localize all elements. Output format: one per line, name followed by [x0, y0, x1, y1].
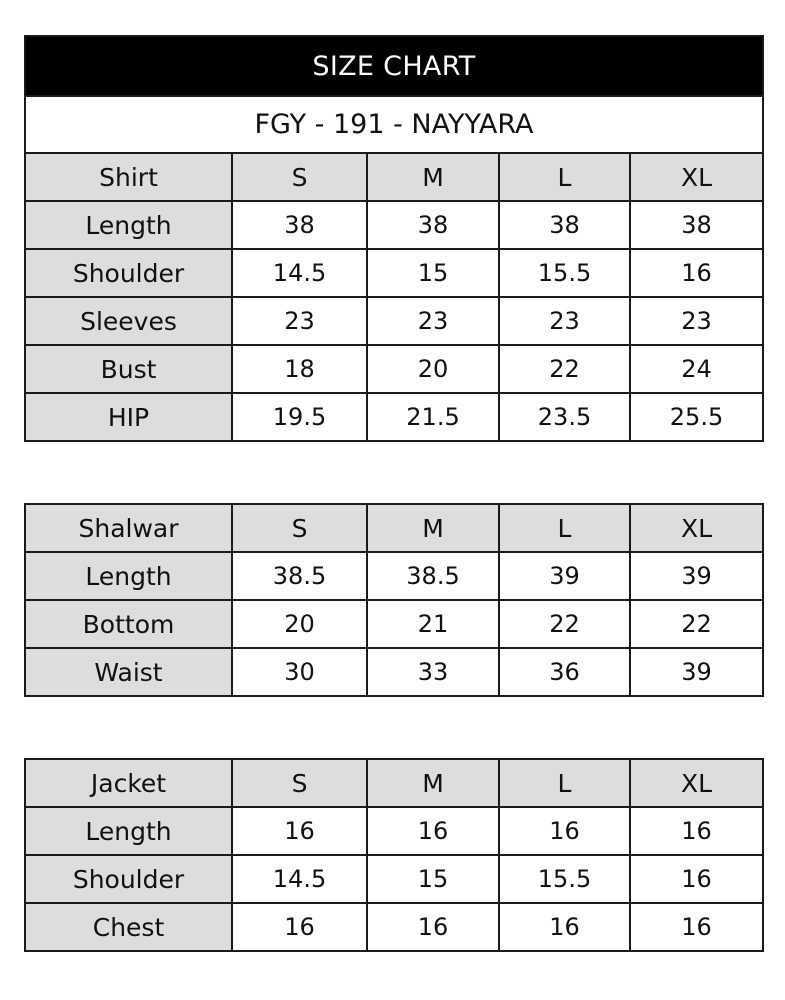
table-cell: 15.5: [499, 855, 630, 903]
size-header: XL: [630, 759, 763, 807]
table-cell: 33: [367, 648, 499, 696]
table-cell: 25.5: [630, 393, 763, 441]
row-label: Length: [25, 201, 232, 249]
table-cell: 39: [630, 552, 763, 600]
table-cell: 15: [367, 249, 499, 297]
table-cell: 16: [630, 855, 763, 903]
size-header: S: [232, 153, 367, 201]
table-row: [25, 807, 763, 855]
table-cell: 21: [367, 600, 499, 648]
table-header-row: [25, 759, 763, 807]
shirt-size-table: [24, 35, 764, 442]
size-header: XL: [630, 504, 763, 552]
table-cell: 16: [630, 903, 763, 951]
size-header: L: [499, 153, 630, 201]
table-cell: 38: [630, 201, 763, 249]
size-header: M: [367, 759, 499, 807]
row-label: Length: [25, 552, 232, 600]
table-header-row: [25, 504, 763, 552]
table-cell: 38: [367, 201, 499, 249]
row-label: Bottom: [25, 600, 232, 648]
row-label: Shoulder: [25, 249, 232, 297]
row-label: Length: [25, 807, 232, 855]
table-row: [25, 600, 763, 648]
table-cell: 38.5: [367, 552, 499, 600]
table-cell: 20: [232, 600, 367, 648]
size-header: XL: [630, 153, 763, 201]
table-row: [25, 393, 763, 441]
shirt-size-block: [24, 35, 762, 442]
table-cell: 15.5: [499, 249, 630, 297]
table-name: Jacket: [25, 759, 232, 807]
table-cell: 18: [232, 345, 367, 393]
table-row: [25, 855, 763, 903]
table-cell: 36: [499, 648, 630, 696]
table-cell: 16: [232, 903, 367, 951]
row-label: Shoulder: [25, 855, 232, 903]
row-label: Sleeves: [25, 297, 232, 345]
table-row: [25, 201, 763, 249]
table-cell: 15: [367, 855, 499, 903]
table-header-row: [25, 153, 763, 201]
table-cell: 38: [232, 201, 367, 249]
shalwar-size-table: [24, 503, 764, 697]
table-cell: 20: [367, 345, 499, 393]
table-cell: 22: [499, 345, 630, 393]
table-cell: 14.5: [232, 855, 367, 903]
size-header: L: [499, 759, 630, 807]
row-label: Chest: [25, 903, 232, 951]
table-cell: 23: [499, 297, 630, 345]
jacket-size-block: [24, 758, 762, 952]
table-cell: 38.5: [232, 552, 367, 600]
table-cell: 16: [499, 903, 630, 951]
table-cell: 14.5: [232, 249, 367, 297]
table-cell: 39: [630, 648, 763, 696]
table-cell: 24: [630, 345, 763, 393]
table-name: Shalwar: [25, 504, 232, 552]
table-cell: 16: [499, 807, 630, 855]
table-cell: 30: [232, 648, 367, 696]
table-row: [25, 345, 763, 393]
table-row: [25, 648, 763, 696]
table-cell: 16: [367, 807, 499, 855]
table-cell: 16: [630, 249, 763, 297]
row-label: HIP: [25, 393, 232, 441]
jacket-size-table: [24, 758, 764, 952]
table-row: [25, 297, 763, 345]
table-cell: 22: [630, 600, 763, 648]
table-cell: 23.5: [499, 393, 630, 441]
shalwar-size-block: [24, 503, 762, 697]
size-header: L: [499, 504, 630, 552]
size-header: S: [232, 504, 367, 552]
table-cell: 16: [630, 807, 763, 855]
table-cell: 23: [367, 297, 499, 345]
table-row: [25, 552, 763, 600]
table-cell: 21.5: [367, 393, 499, 441]
table-cell: 23: [630, 297, 763, 345]
size-header: M: [367, 504, 499, 552]
product-code: FGY - 191 - NAYYARA: [25, 96, 763, 153]
row-label: Waist: [25, 648, 232, 696]
table-cell: 16: [232, 807, 367, 855]
table-cell: 16: [367, 903, 499, 951]
size-chart-title: SIZE CHART: [25, 36, 763, 96]
table-name: Shirt: [25, 153, 232, 201]
table-cell: 22: [499, 600, 630, 648]
size-header: M: [367, 153, 499, 201]
row-label: Bust: [25, 345, 232, 393]
table-cell: 23: [232, 297, 367, 345]
table-cell: 38: [499, 201, 630, 249]
size-header: S: [232, 759, 367, 807]
table-row: [25, 903, 763, 951]
table-cell: 19.5: [232, 393, 367, 441]
table-row: [25, 249, 763, 297]
table-cell: 39: [499, 552, 630, 600]
